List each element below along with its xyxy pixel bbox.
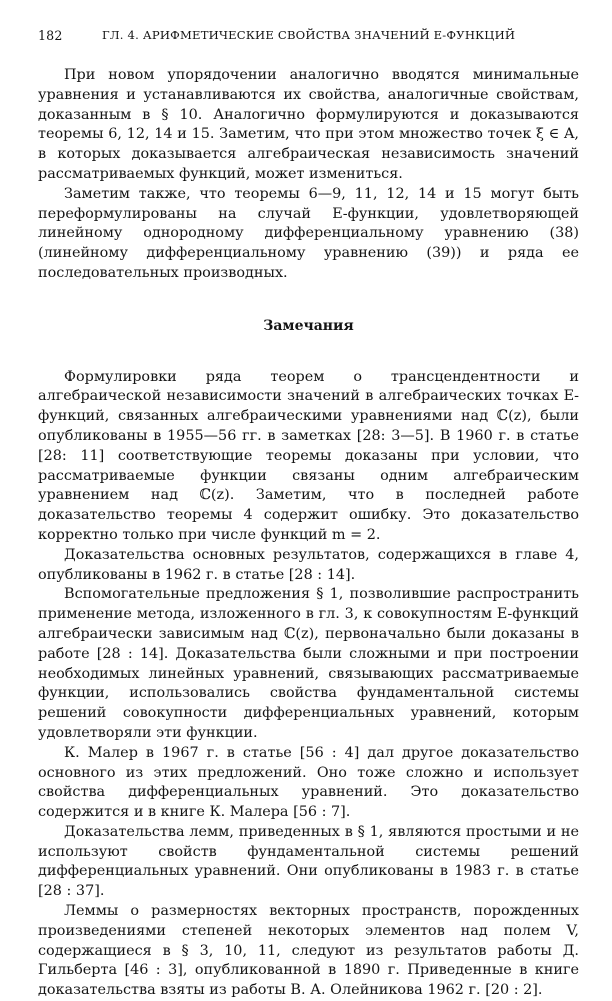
paragraph: Доказательства лемм, приведенных в § 1, являются простыми и не используют свойств фундаментальной системы решений дифференциальных уравнений. Они опубликованы в 1983 г. в статье [28 : 37]. [38,823,579,900]
paragraph: Доказательства основных результатов, содержащихся в главе 4, опубликованы в 1962 г. в статье [28 : 14]. [38,546,579,583]
running-title: ГЛ. 4. АРИФМЕТИЧЕСКИЕ СВОЙСТВА ЗНАЧЕНИЙ Е-ФУНКЦИЙ [102,28,516,42]
running-header [38,28,582,52]
page-number: 182 [38,28,63,43]
paragraph: Леммы о размерностях векторных пространств, порожденных произведениями степеней некоторых элементов над полем V, содержащиеся в § 3, 10, 11, следуют из результатов работы Д. Гильберта [46 : 3], опубликованной в 1890 г. Приведенные в книге доказательства взяты из работы В. А. Олейникова 1962 г. [20 : 2]. [38,903,579,999]
paragraph: Вспомогательные предложения § 1, позволившие распространить применение метода, изложенного в гл. 3, к совокупностям Е-функций алгебраически зависимым над ℂ(z), первоначально были доказаны в работе [28 : 14]. Доказательства были сложными и при построении необходимых линейных уравнений, связывающих рассматриваемые функции, использовались свойства фундаментальной системы решений совокупности дифференциальных уравнений, которым удовлетворяли эти функции. [38,586,579,741]
paragraph: При новом упорядочении аналогично вводятся минимальные уравнения и устанавливаются их свойства, аналогичные свойствам, доказанным в § 10. Аналогично формулируются и доказываются теоремы 6, 12, 14 и 15. Заметим, что при этом множество точек ξ ∈ A, в которых доказывается алгебраическая независимость значений рассматриваемых функций, может измениться. [38,67,579,182]
paragraph: К. Малер в 1967 г. в статье [56 : 4] дал другое доказательство основного из этих предложений. Оно тоже сложно и использует свойства дифференциальных уравнений. Это доказательство содержится и в книге К. Малера [56 : 7]. [38,744,579,821]
paragraph: Заметим также, что теоремы 6—9, 11, 12, 14 и 15 могут быть переформулированы на случай Е-функции, удовлетворяющей линейному однородному дифференциальному уравнению (38) (линейному дифференциальному уравнению (39)) и ряда ее последовательных производных. [38,185,579,281]
section-title: Замечания [263,317,354,334]
page-body [38,66,579,1001]
paragraph: Формулировки ряда теорем о трансцендентности и алгебраической независимости значений в алгебраических точках Е-функций, связанных алгебраическими уравнениями над ℂ(z), были опубликованы в 1955—56 гг. в заметках [28: 3—5]. В 1960 г. в статье [28: 11] соответствующие теоремы доказаны при условии, что рассматриваемые функции связаны одним алгебраическим уравнением над ℂ(z). Заметим, что в последней работе доказательство теоремы 4 содержит ошибку. Это доказательство корректно только при числе функций m = 2. [38,368,579,543]
